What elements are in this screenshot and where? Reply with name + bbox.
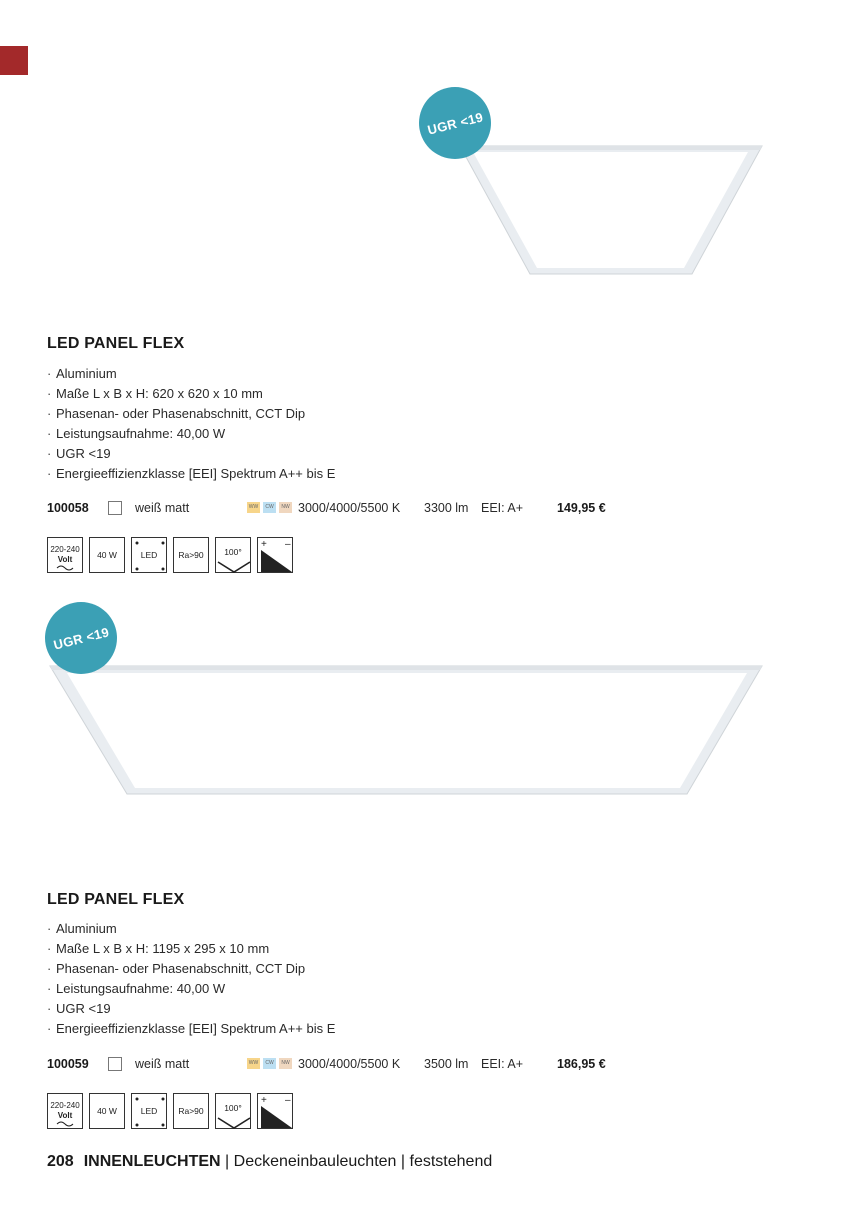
feature-item: · Energieeffizienzklasse [EEI] Spektrum A++ bis E <box>47 466 336 481</box>
feature-item: · Leistungsaufnahme: 40,00 W <box>47 981 226 996</box>
ugr-badge: UGR <19 <box>45 602 117 674</box>
article-number: 100058 <box>47 501 89 515</box>
lumen-value: 3300 lm <box>424 501 469 515</box>
feature-item: · Phasenan- oder Phasenabschnitt, CCT Dip <box>47 406 306 421</box>
finish-swatch-box <box>108 501 122 515</box>
color-rendering-icon: Ra>90 <box>173 1093 209 1129</box>
wattage-icon: 40 W <box>89 537 125 573</box>
svg-text:+: + <box>261 539 267 550</box>
finish-swatch-box <box>108 1057 122 1071</box>
led-panel-rectangular-image <box>45 660 767 798</box>
finish-label: weiß matt <box>135 501 190 515</box>
product-title: LED PANEL FLEX <box>47 891 185 908</box>
neutral-white-swatch: NW <box>279 502 292 513</box>
feature-item: · Maße L x B x H: 620 x 620 x 10 mm <box>47 386 263 401</box>
energy-class: EEI: A+ <box>481 501 524 515</box>
wattage-icon: 40 W <box>89 1093 125 1129</box>
warm-white-swatch: WW <box>247 1058 260 1069</box>
subsection: feststehend <box>409 1153 493 1170</box>
feature-item: · Energieeffizienzklasse [EEI] Spektrum A++ bis E <box>47 1021 336 1036</box>
product-title: LED PANEL FLEX <box>47 335 185 352</box>
voltage-icon: 220-240 Volt <box>47 537 83 573</box>
article-number: 100059 <box>47 1057 89 1071</box>
ugr-badge: UGR <19 <box>419 87 491 159</box>
feature-item: · Maße L x B x H: 1195 x 295 x 10 mm <box>47 941 270 956</box>
price: 149,95 € <box>557 501 606 515</box>
neutral-white-swatch: NW <box>279 1058 292 1069</box>
feature-item: · UGR <19 <box>47 446 111 461</box>
color-temperature: 3000/4000/5500 K <box>298 1057 401 1071</box>
page-footer <box>47 1153 492 1171</box>
article-row <box>47 1054 667 1074</box>
beam-angle-icon: 100° <box>215 537 251 573</box>
led-icon: LED <box>131 537 167 573</box>
beam-angle-icon: 100° <box>215 1093 251 1129</box>
feature-item: · Phasenan- oder Phasenabschnitt, CCT Dip <box>47 961 306 976</box>
finish-label: weiß matt <box>135 1057 190 1071</box>
section-color-tab <box>0 46 28 75</box>
feature-list <box>47 919 335 1039</box>
feature-list <box>47 364 335 484</box>
dimmable-icon <box>257 1093 293 1129</box>
svg-text:–: – <box>285 1095 291 1106</box>
led-icon: LED <box>131 1093 167 1129</box>
svg-text:+: + <box>261 1095 267 1106</box>
cool-white-swatch: CW <box>263 502 276 513</box>
cool-white-swatch: CW <box>263 1058 276 1069</box>
voltage-icon: 220-240 Volt <box>47 1093 83 1129</box>
led-panel-square-image <box>455 140 767 278</box>
article-row <box>47 498 667 518</box>
warm-white-swatch: WW <box>247 502 260 513</box>
subsection: Deckeneinbauleuchten <box>233 1153 397 1170</box>
color-temperature: 3000/4000/5500 K <box>298 501 401 515</box>
color-rendering-icon: Ra>90 <box>173 537 209 573</box>
energy-class: EEI: A+ <box>481 1057 524 1071</box>
feature-item: · Leistungsaufnahme: 40,00 W <box>47 426 226 441</box>
page-number: 208 <box>47 1153 74 1170</box>
feature-item: · Aluminium <box>47 366 117 381</box>
dimmable-icon <box>257 537 293 573</box>
feature-item: · Aluminium <box>47 921 117 936</box>
section-title: INNENLEUCHTEN <box>83 1153 221 1170</box>
lumen-value: 3500 lm <box>424 1057 469 1071</box>
separator: | <box>400 1153 406 1170</box>
separator: | <box>225 1153 230 1170</box>
svg-text:–: – <box>285 539 291 550</box>
price: 186,95 € <box>557 1057 606 1071</box>
feature-item: · UGR <19 <box>47 1001 111 1016</box>
